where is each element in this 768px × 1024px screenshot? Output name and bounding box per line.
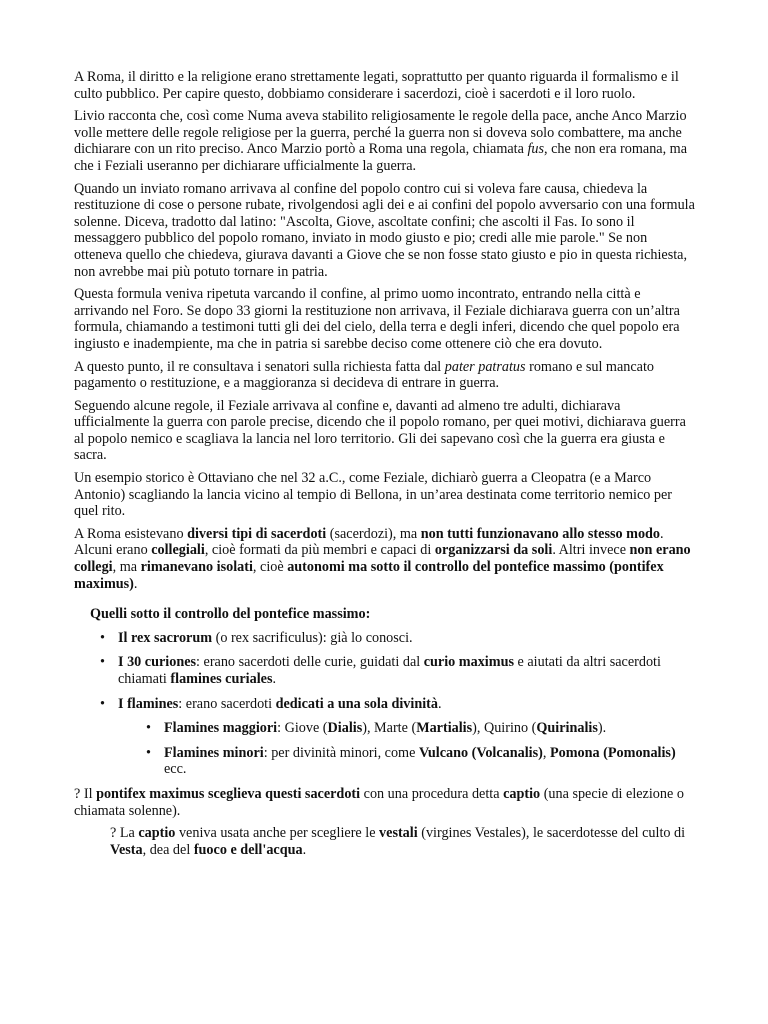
paragraph-ottaviano: Un esempio storico è Ottaviano che nel 32 a.C., come Feziale, dichiarò guerra a Cleopatra (e a Marco Antonio) scagliando la lancia vicino al tempio di Bellona, in un’area destinata come territorio nemico per quel rito. — [74, 470, 673, 520]
bullet-icon: • — [146, 720, 151, 737]
list-item-flamines: • I flamines: erano sacerdoti dedicati a una sola divinità. — [100, 695, 442, 712]
list-item-rex-sacrorum: • Il rex sacrorum (o rex sacrificulus): già lo conosci. — [100, 629, 413, 646]
term-pater-patratus: pater patratus — [444, 358, 526, 375]
sacerdoti-list — [74, 630, 698, 778]
paragraph-livio: Livio racconta che, così come Numa aveva stabilito religiosamente le regole della pace, anche Anco Marzio volle mettere delle regole religiose per la guerra, perché la guerra non si doveva solo combattere, ma anche dichiarare con un rito preciso. Anco Marzio portò a Roma una regola, chiamata fus, che non era romana, ma che i Feziali useranno per dichiarare ufficialmente la guerra. — [74, 108, 688, 174]
document-body — [74, 69, 698, 864]
paragraph-formula: Questa formula veniva ripetuta varcando il confine, al primo uomo incontrato, entrando nella città e arrivando nel Foro. Se dopo 33 giorni la restituzione non arrivava, il Feziale dichiarava guerra con un’altra formula, chiamando a testimoni tutti gli dei del cielo, della terra e degli inferi, dicendo che quel popolo era ingiusto e inadempiente, ma che in patria si sarebbe deciso come ottenere ciò che era dovuto. — [74, 286, 680, 352]
paragraph-inviato: Quando un inviato romano arrivava al confine del popolo contro cui si voleva fare causa, chiedeva la restituzione di cose o persone rubate, rivolgendosi agli dei e ai confini del popolo avversario con una formula solenne. Diceva, tradotto dal latino: "Ascolta, Giove, ascoltate confini; che ascolti il Fas. Io sono il messaggero pubblico del popolo romano, inviato in modo giusto e pio; credi alle mie parole." Se non otteneva quello che chiedeva, giurava davanti a Giove che se non fosse stato giusto e pio in questa richiesta, non avrebbe mai più potuto tornare in patria. — [74, 180, 695, 280]
paragraph-sacerdoti: A Roma esistevano diversi tipi di sacerdoti (sacerdozi), ma non tutti funzionavano allo stesso modo. Alcuni erano collegiali, cioè formati da più membri e capaci di organizzarsi da soli. Altri invece non erano collegi, ma rimanevano isolati, cioè autonomi ma sotto il controllo del pontefice massimo (pontifex maximus). — [74, 525, 691, 592]
bullet-icon: • — [100, 629, 105, 646]
paragraph-feziale: Seguendo alcune regole, il Feziale arrivava al confine e, davanti ad almeno tre adulti, dichiarava ufficialmente la guerra con parole precise, dicendo che il popolo romano, per quei motivi, dichiarava guerra al popolo nemico e scagliava la lancia nel loro territorio. Gli dei sapevano così che la guerra era giusta e sacra. — [74, 397, 686, 464]
list-item-flamines-minori: • Flamines minori: per divinità minori, come Vulcano (Volcanalis), Pomona (Pomonalis) ecc. — [146, 744, 676, 778]
note-pontifex: ? Il pontifex maximus sceglieva questi sacerdoti con una procedura detta captio (una specie di elezione o chiamata solenne). — [74, 785, 684, 819]
note-captio-vestali: ? La captio veniva usata anche per scegliere le vestali (virgines Vestales), le sacerdotesse del culto di Vesta, dea del fuoco e dell'acqua. — [110, 825, 686, 858]
section-heading: Quelli sotto il controllo del pontefice massimo: — [90, 606, 371, 623]
paragraph-intro: A Roma, il diritto e la religione erano strettamente legati, soprattutto per quanto riguarda il formalismo e il culto pubblico. Per capire questo, dobbiamo considerare i sacerdozi, cioè i sacerdoti e il loro ruolo. — [74, 69, 679, 102]
term-fus: fus — [527, 141, 545, 158]
list-item-flamines-maggiori: • Flamines maggiori: Giove (Dialis), Marte (Martialis), Quirino (Quirinalis). — [146, 720, 607, 737]
bullet-icon: • — [146, 744, 151, 761]
bullet-icon: • — [100, 695, 105, 712]
bullet-icon: • — [100, 654, 105, 671]
paragraph-senatori: A questo punto, il re consultava i senatori sulla richiesta fatta dal pater patratus romano e sul mancato pagamento o restituzione, e a maggioranza si decideva di entrare in guerra. — [74, 358, 654, 392]
list-item-curiones: • I 30 curiones: erano sacerdoti delle curie, guidati dal curio maximus e aiutati da altri sacerdoti chiamati flamines curiales. — [100, 654, 661, 687]
